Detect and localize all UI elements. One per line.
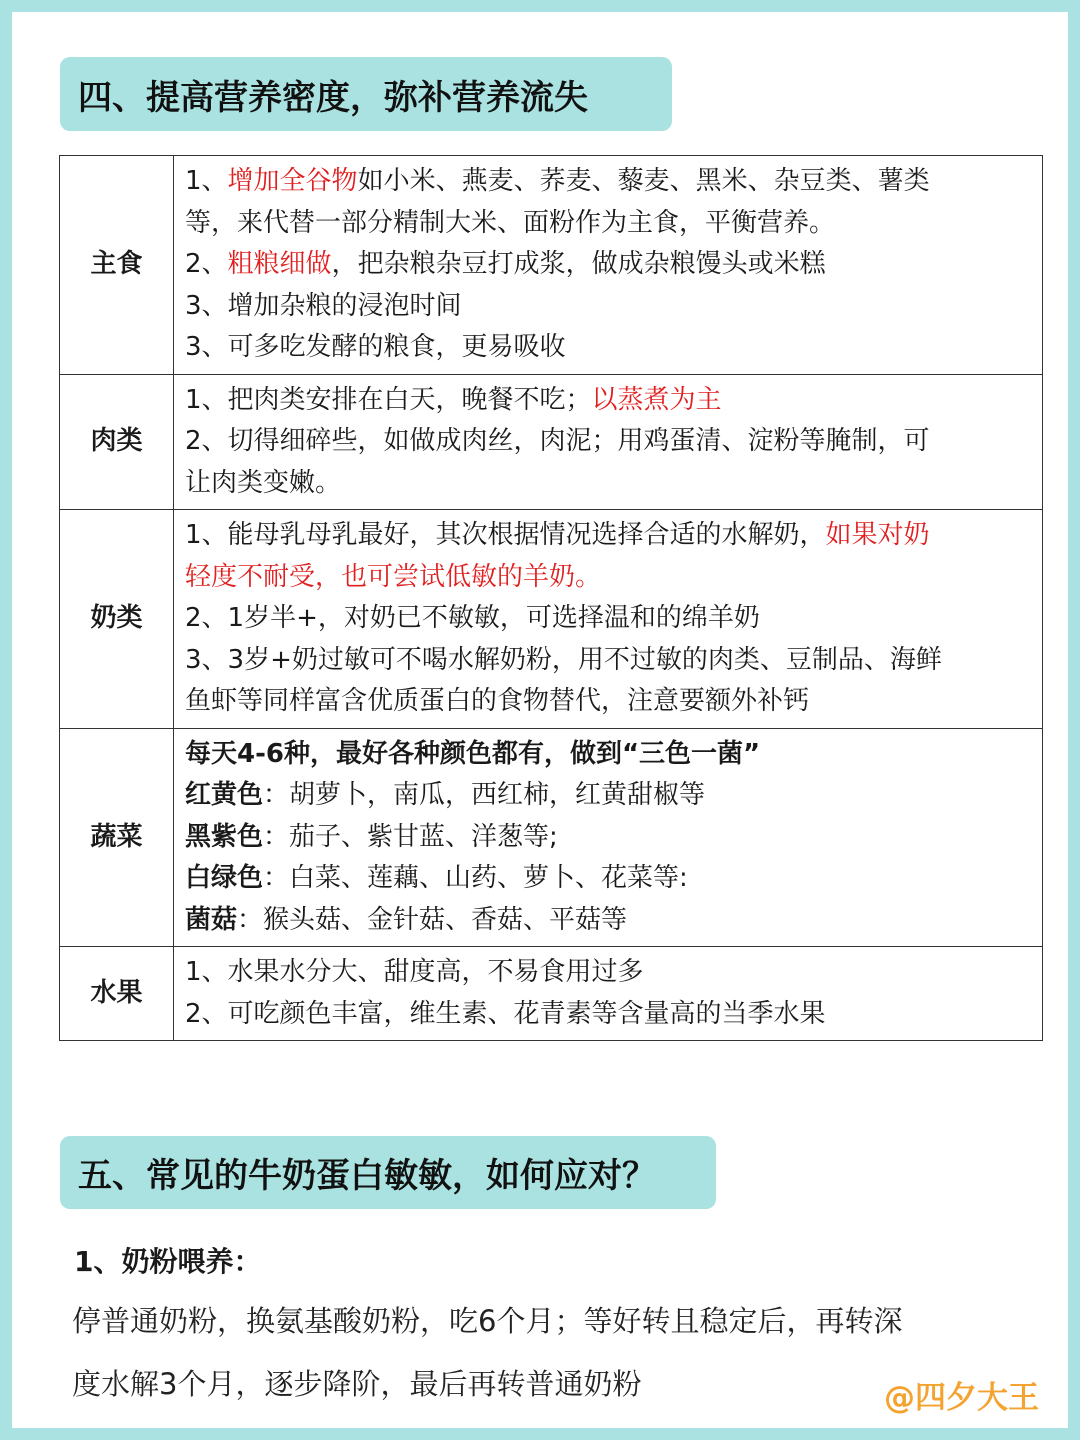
section-4-heading <box>60 57 672 131</box>
veg-mushrooms: 菌菇：猴头菇、金针菇、香菇、平菇等 <box>185 904 628 935</box>
staple-line-3: 2、粗粮细做，把杂粮杂豆打成浆，做成杂粮馒头或米糕 <box>185 249 826 279</box>
veg-color-white-green: 白绿色：白菜、莲藕、山药、萝卜、花菜等: <box>185 863 688 893</box>
staple-line-2: 等，来代替一部分精制大米、面粉作为主食，平衡营养。 <box>185 207 836 238</box>
highlight-goat-milk-a: 如果对奶 <box>825 520 930 550</box>
staple-line-5: 3、可多吃发酵的粮食，更易吸收 <box>185 332 566 362</box>
highlight-whole-grains: 增加全谷物 <box>227 166 358 196</box>
dairy-line-1: 1、能母乳母乳最好，其次根据情况选择合适的水解奶，如果对奶 <box>185 520 930 550</box>
section-5-heading <box>60 1136 716 1209</box>
category-fruit: 水果 <box>60 947 174 1041</box>
paragraph-line-1: 停普通奶粉，换氨基酸奶粉，吃6个月；等好转且稳定后，再转深 <box>72 1304 903 1338</box>
dairy-content <box>174 510 1043 729</box>
table-row-meat <box>60 374 1043 510</box>
highlight-steam-boil: 以蒸煮为主 <box>591 384 722 415</box>
meat-line-2: 2、切得细碎些，如做成肉丝，肉泥；用鸡蛋清、淀粉等腌制，可 <box>185 426 930 456</box>
table-row-fruit <box>60 947 1043 1041</box>
category-meat: 肉类 <box>60 374 174 510</box>
meat-content <box>174 374 1043 510</box>
table-row-staple <box>60 156 1043 375</box>
nutrition-table <box>59 155 1043 1041</box>
fruit-content <box>174 947 1043 1041</box>
formula-feeding-subheading: 1、奶粉喂养： <box>74 1245 262 1278</box>
section-4-title: 四、提高营养密度，弥补营养流失 <box>78 77 588 118</box>
staple-content <box>174 156 1043 375</box>
category-staple: 主食 <box>60 156 174 375</box>
veg-color-black-purple: 黑紫色：茄子、紫甘蓝、洋葱等; <box>185 821 558 852</box>
highlight-goat-milk-b: 轻度不耐受，也可尝试低敏的羊奶。 <box>185 561 602 592</box>
author-watermark: @四夕大王 <box>884 1380 1039 1416</box>
staple-line-4: 3、增加杂粮的浸泡时间 <box>185 290 462 321</box>
dairy-line-4: 3、3岁+奶过敏可不喝水解奶粉，用不过敏的肉类、豆制品、海鲜 <box>185 644 942 675</box>
section-5-title: 五、常见的牛奶蛋白敏敏，如何应对？ <box>78 1156 656 1196</box>
table-row-dairy <box>60 510 1043 729</box>
vegetables-content <box>174 728 1043 947</box>
category-dairy: 奶类 <box>60 510 174 729</box>
highlight-coarse-grains: 粗粮细做 <box>227 249 332 279</box>
veg-color-red-yellow: 红黄色：胡萝卜，南瓜，西红柿，红黄甜椒等 <box>185 780 706 810</box>
dairy-line-3: 2、1岁半+，对奶已不敏敏，可选择温和的绵羊奶 <box>185 603 760 633</box>
meat-line-1: 1、把肉类安排在白天，晚餐不吃；以蒸煮为主 <box>185 384 722 415</box>
dairy-line-5: 鱼虾等同样富含优质蛋白的食物替代，注意要额外补钙 <box>185 686 810 716</box>
paragraph-line-2: 度水解3个月，逐步降阶，最后再转普通奶粉 <box>72 1367 642 1401</box>
meat-line-3: 让肉类变嫩。 <box>185 467 342 498</box>
fruit-line-1: 1、水果水分大、甜度高，不易食用过多 <box>185 957 644 987</box>
table-row-vegetables <box>60 728 1043 947</box>
staple-line-1: 1、增加全谷物如小米、燕麦、荞麦、藜麦、黑米、杂豆类、薯类 <box>185 166 930 196</box>
category-vegetables: 蔬菜 <box>60 728 174 947</box>
fruit-line-2: 2、可吃颜色丰富，维生素、花青素等含量高的当季水果 <box>185 998 826 1029</box>
vegetables-headline: 每天4-6种，最好各种颜色都有，做到“三色一菌” <box>185 738 761 769</box>
